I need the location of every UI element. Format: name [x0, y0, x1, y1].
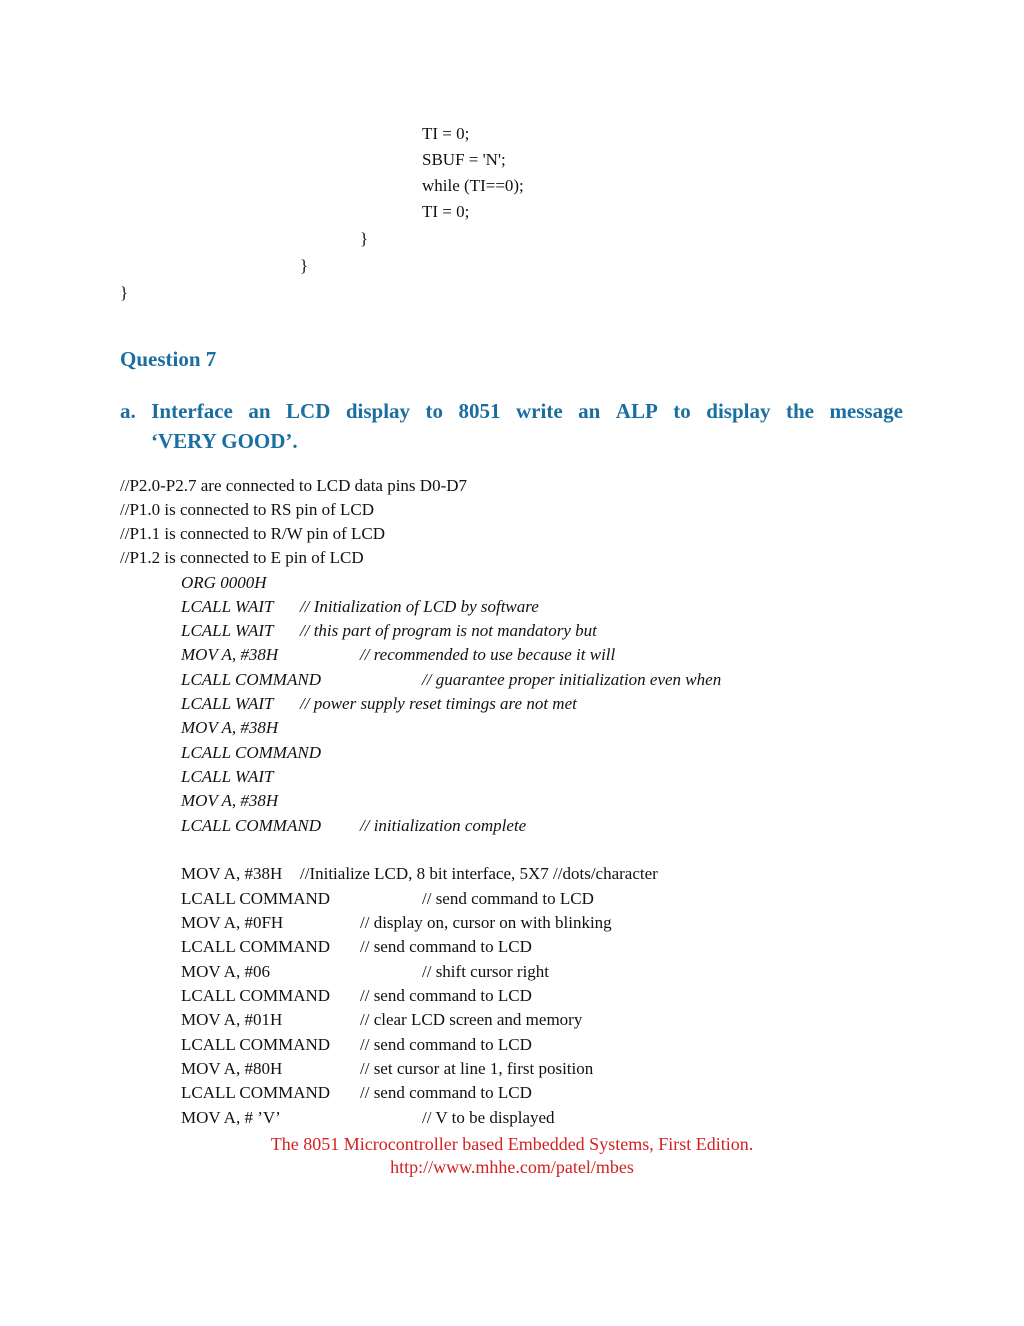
asm-instr: LCALL WAIT: [181, 621, 274, 640]
asm-instr: MOV A, #38H: [181, 791, 279, 810]
code-line: SBUF = 'N';: [422, 150, 506, 169]
asm-instr: MOV A, #38H: [181, 645, 279, 664]
word: to: [673, 399, 691, 423]
word: an: [248, 399, 271, 423]
asm-comment: // recommended to use because it will: [360, 645, 616, 664]
asm-instr: MOV A, #80H: [181, 1059, 283, 1078]
asm-instr: LCALL WAIT: [181, 767, 274, 786]
asm-instr: ORG 0000H: [181, 573, 267, 592]
footer-book-title: The 8051 Microcontroller based Embedded Systems, First Edition.: [270, 1134, 754, 1154]
word: write: [516, 399, 563, 423]
asm-instr: MOV A, #38H: [181, 864, 283, 883]
asm-instr: LCALL COMMAND: [181, 1035, 331, 1054]
word: an: [578, 399, 601, 423]
asm-comment: //Initialize LCD, 8 bit interface, 5X7 //dots/character: [300, 864, 658, 883]
pin-comment: //P1.1 is connected to R/W pin of LCD: [120, 524, 386, 543]
word: the: [785, 399, 814, 423]
asm-instr: LCALL COMMAND: [181, 1083, 331, 1102]
question-title: Question 7: [120, 347, 217, 371]
code-line: TI = 0;: [422, 202, 470, 221]
word: ALP: [615, 399, 658, 423]
asm-comment: // send command to LCD: [360, 1035, 532, 1054]
asm-instr: LCALL COMMAND: [181, 889, 331, 908]
part-label: a.: [120, 399, 136, 423]
closing-brace: }: [300, 256, 309, 275]
asm-comment: // clear LCD screen and memory: [360, 1010, 583, 1029]
question-part-a-line1: [120, 396, 903, 426]
word: LCD: [286, 399, 331, 423]
word: display: [345, 399, 411, 423]
footer-url[interactable]: http://www.mhhe.com/patel/mbes: [390, 1157, 634, 1177]
pin-comment: //P2.0-P2.7 are connected to LCD data pins D0-D7: [120, 476, 468, 495]
question-part-a: [120, 396, 903, 456]
asm-instr: LCALL WAIT: [181, 694, 274, 713]
asm-instr: MOV A, #01H: [181, 1010, 283, 1029]
asm-comment: // send command to LCD: [422, 889, 594, 908]
code-line: TI = 0;: [422, 124, 470, 143]
code-line: while (TI==0);: [422, 176, 524, 195]
asm-instr: LCALL COMMAND: [181, 937, 331, 956]
asm-instr: LCALL COMMAND: [181, 816, 321, 835]
asm-comment: // power supply reset timings are not met: [300, 694, 577, 713]
pin-comment: //P1.0 is connected to RS pin of LCD: [120, 500, 375, 519]
word: 8051: [458, 399, 501, 423]
word: to: [425, 399, 444, 423]
asm-instr: LCALL COMMAND: [181, 743, 321, 762]
word: display: [706, 399, 771, 423]
asm-instr: MOV A, # ’V’: [181, 1108, 281, 1127]
asm-instr: LCALL WAIT: [181, 597, 274, 616]
asm-instr: LCALL COMMAND: [181, 986, 331, 1005]
asm-comment: // send command to LCD: [360, 937, 532, 956]
asm-comment: // V to be displayed: [422, 1108, 555, 1127]
asm-instr: MOV A, #38H: [181, 718, 279, 737]
closing-brace: }: [120, 283, 129, 302]
word: message: [829, 399, 903, 423]
asm-instr: LCALL COMMAND: [181, 670, 321, 689]
asm-comment: // guarantee proper initialization even when: [422, 670, 722, 689]
asm-comment: // display on, cursor on with blinking: [360, 913, 612, 932]
closing-brace: }: [360, 229, 369, 248]
question-part-a-line2: ‘VERY GOOD’.: [151, 429, 298, 453]
asm-comment: // set cursor at line 1, first position: [360, 1059, 594, 1078]
asm-instr: MOV A, #0FH: [181, 913, 284, 932]
asm-instr: MOV A, #06: [181, 962, 270, 981]
asm-comment: // send command to LCD: [360, 986, 532, 1005]
asm-comment: // initialization complete: [360, 816, 527, 835]
asm-comment: // send command to LCD: [360, 1083, 532, 1102]
asm-comment: // this part of program is not mandatory but: [300, 621, 597, 640]
asm-comment: // Initialization of LCD by software: [300, 597, 539, 616]
word: Interface: [151, 399, 233, 423]
asm-comment: // shift cursor right: [422, 962, 550, 981]
pin-comment: //P1.2 is connected to E pin of LCD: [120, 548, 364, 567]
